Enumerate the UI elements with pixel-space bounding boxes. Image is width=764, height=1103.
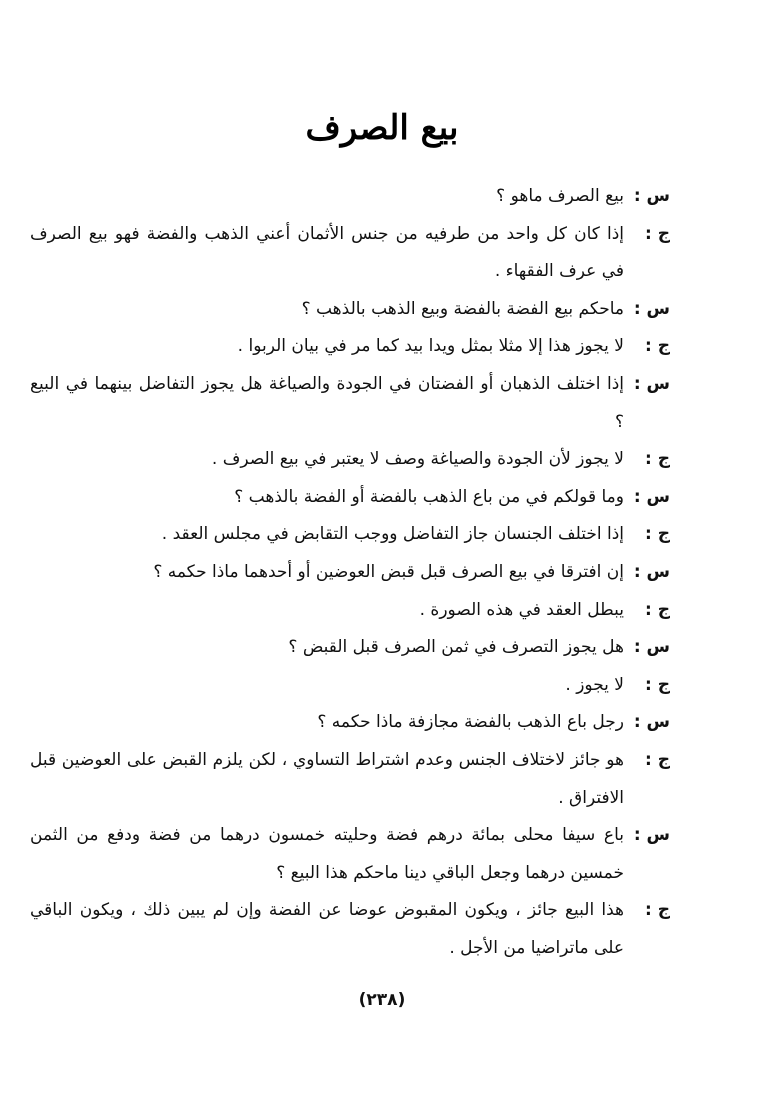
answer-marker: ج : (645, 223, 670, 244)
qa-answer (30, 328, 670, 366)
qa-answer (30, 667, 670, 705)
answer-marker: ج : (645, 599, 670, 620)
question-marker: س : (633, 561, 670, 582)
question-marker: س : (633, 373, 670, 394)
qa-question (30, 629, 670, 667)
answer-text: هذا البيع جائز ، ويكون المقبوض عوضا عن الفضة وإن لم يبين ذلك ، ويكون الباقي على ماتراضيا من الأجل . (30, 900, 624, 958)
question-text: رجل باع الذهب بالفضة مجازفة ماذا حكمه ؟ (317, 712, 624, 733)
qa-answer (30, 892, 670, 967)
answer-text: إذا اختلف الجنسان جاز التفاضل ووجب التقابض في مجلس العقد . (161, 524, 624, 545)
question-text: إن افترقا في بيع الصرف قبل قبض العوضين أو أحدهما ماذا حكمه ؟ (153, 561, 624, 582)
answer-marker: ج : (645, 674, 670, 695)
qa-question (30, 554, 670, 592)
question-marker: س : (633, 186, 670, 206)
page-title: بيع الصرف (305, 108, 459, 148)
question-text: إذا اختلف الذهبان أو الفضتان في الجودة والصياغة هل يجوز التفاضل بينهما في البيع ؟ (30, 373, 624, 432)
qa-question (30, 178, 670, 216)
qa-answer (30, 516, 670, 554)
qa-question (30, 479, 670, 517)
question-marker: س : (633, 486, 670, 507)
page-number: (٢٣٨) (358, 990, 406, 1010)
qa-list (30, 178, 670, 967)
qa-answer (30, 441, 670, 479)
qa-answer (30, 742, 670, 817)
question-text: وما قولكم في من باع الذهب بالفضة أو الفضة بالذهب ؟ (234, 486, 624, 507)
question-marker: س : (633, 825, 670, 846)
question-text: بيع الصرف ماهو ؟ (496, 186, 624, 206)
qa-answer (30, 216, 670, 291)
question-text: ماحكم بيع الفضة بالفضة وبيع الذهب بالذهب ؟ (301, 298, 624, 319)
qa-question (30, 817, 670, 892)
answer-marker: ج : (645, 336, 670, 357)
answer-text: هو جائز لاختلاف الجنس وعدم اشتراط التساوي ، لكن يلزم القبض على العوضين قبل الافتراق . (30, 749, 624, 808)
answer-text: لا يجوز هذا إلا مثلا بمثل ويدا بيد كما مر في بيان الربوا . (237, 336, 624, 357)
qa-answer (30, 592, 670, 630)
qa-question (30, 366, 670, 441)
question-marker: س : (633, 298, 670, 319)
question-text: باع سيفا محلى بمائة درهم فضة وحليته خمسون درهما من فضة ودفع من الثمن خمسين درهما وجعل الباقي دينا ماحكم هذا البيع ؟ (30, 825, 624, 883)
question-marker: س : (633, 712, 670, 733)
qa-question (30, 291, 670, 329)
question-text: هل يجوز التصرف في ثمن الصرف قبل القبض ؟ (288, 637, 624, 658)
answer-text: إذا كان كل واحد من طرفيه من جنس الأثمان أعني الذهب والفضة فهو بيع الصرف في عرف الفقهاء . (30, 223, 624, 282)
answer-marker: ج : (645, 900, 670, 921)
answer-marker: ج : (645, 449, 670, 470)
question-marker: س : (633, 637, 670, 658)
answer-marker: ج : (645, 524, 670, 545)
answer-text: لا يجوز لأن الجودة والصياغة وصف لا يعتبر في بيع الصرف . (211, 449, 624, 470)
answer-marker: ج : (645, 749, 670, 770)
answer-text: لا يجوز . (565, 674, 624, 695)
qa-question (30, 704, 670, 742)
answer-text: يبطل العقد في هذه الصورة . (419, 599, 624, 620)
